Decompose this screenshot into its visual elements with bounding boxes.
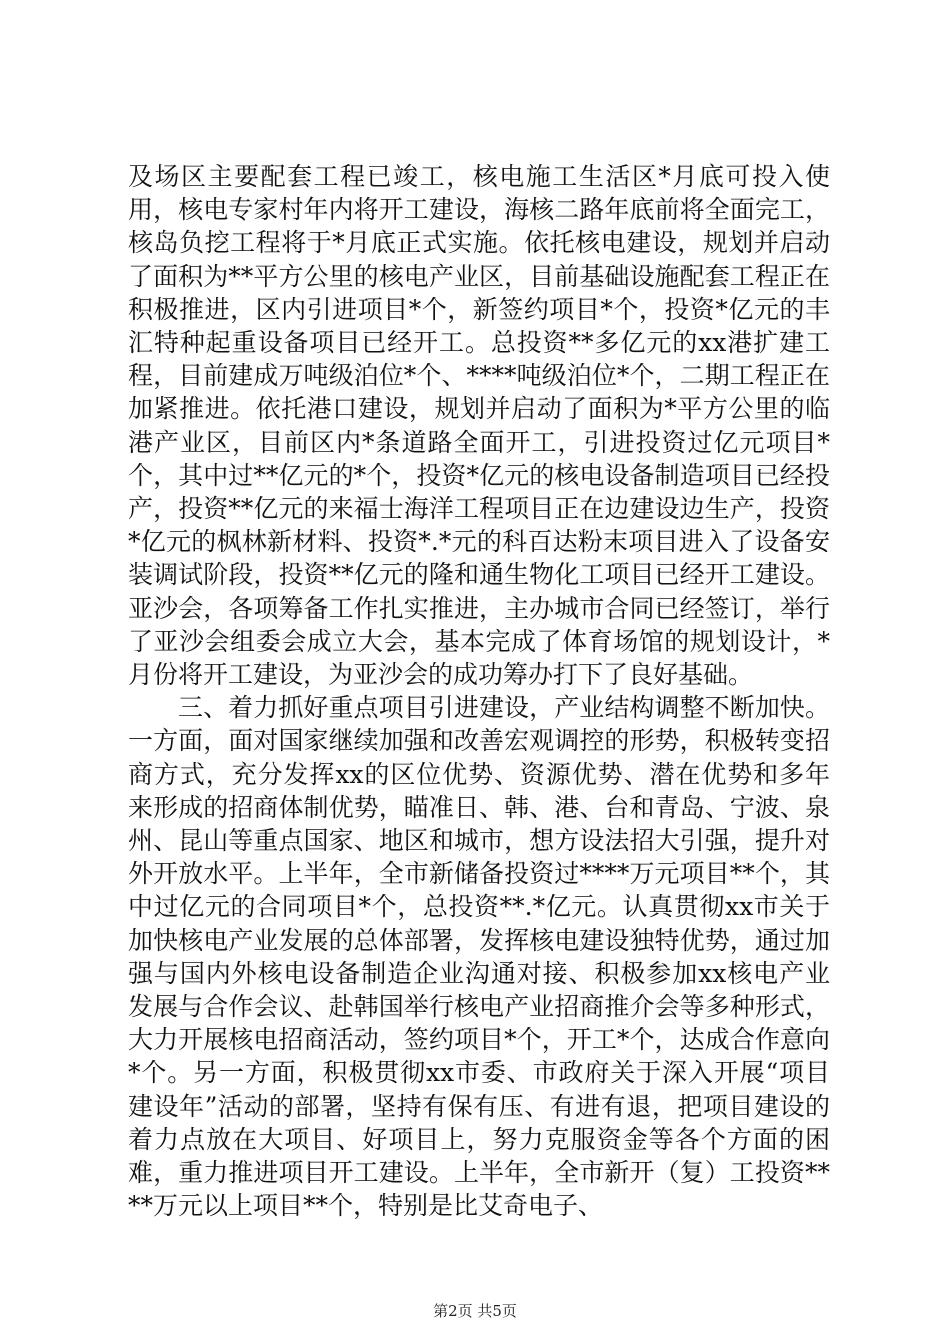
paragraph-section-three: 三、着力抓好重点项目引进建设，产业结构调整不断加快。一方面，面对国家继续加强和改善宏观调控的形势，积极转变招商方式，充分发挥xx的区位优势、资源优势、潜在优势和多年来形成的招商体制优势，瞄准日、韩、港、台和青岛、宁波、泉州、昆山等重点国家、地区和城市，想方设法招大引强，提升对外开放水平。上半年，全市新储备投资过****万元项目**个，其中过亿元的合同项目*个，总投资**.*亿元。认真贯彻xx市关于加快核电产业发展的总体部署，发挥核电建设独特优势，通过加强与国内外核电设备制造企业沟通对接、积极参加xx核电产业发展与合作会议、赴韩国举行核电产业招商推介会等多种形式，大力开展核电招商活动，签约项目*个，开工*个，达成合作意向*个。另一方面，积极贯彻xx市委、市政府关于深入开展“项目建设年”活动的部署，坚持有保有压、有进有退，把项目建设的着力点放在大项目、好项目上，努力克服资金等各个方面的困难，重力推进项目开工建设。上半年，全市新开（复）工投资****万元以上项目**个，特别是比艾奇电子、 [128, 693, 830, 1221]
paragraph-project-progress: 及场区主要配套工程已竣工，核电施工生活区*月底可投入使用，核电专家村年内将开工建设，海核二路年底前将全面完工，核岛负挖工程将于*月底正式实施。依托核电建设，规划并启动了面积为**平方公里的核电产业区，目前基础设施配套工程正在积极推进，区内引进项目*个，新签约项目*个，投资*亿元的丰汇特种起重设备项目已经开工。总投资**多亿元的xx港扩建工程，目前建成万吨级泊位*个、****吨级泊位*个，二期工程正在加紧推进。依托港口建设，规划并启动了面积为*平方公里的临港产业区，目前区内*条道路全面开工，引进投资过亿元项目*个，其中过**亿元的*个，投资*亿元的核电设备制造项目已经投产，投资**亿元的来福士海洋工程项目正在边建设边生产，投资*亿元的枫林新材料、投资*.*元的科百达粉末项目进入了设备安装调试阶段，投资**亿元的隆和通生物化工项目已经开工建设。亚沙会，各项筹备工作扎实推进，主办城市合同已经签订，举行了亚沙会组委会成立大会，基本完成了体育场馆的规划设计，*月份将开工建设，为亚沙会的成功筹办打下了良好基础。 [128, 162, 830, 690]
page-number-footer: 第2页 共5页 [433, 1302, 517, 1320]
document-body [128, 160, 830, 1223]
